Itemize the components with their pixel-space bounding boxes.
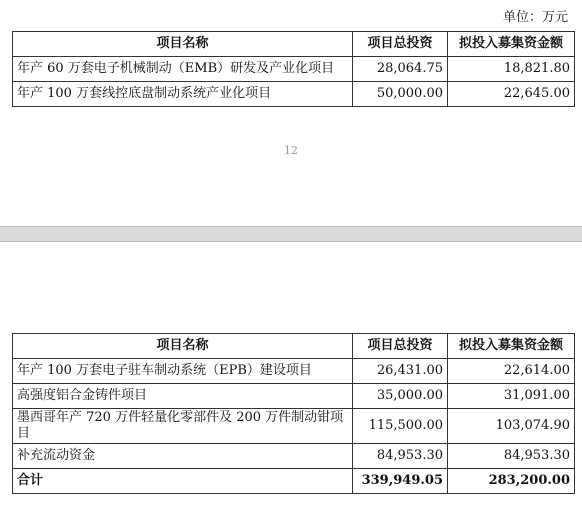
project-name-cell: 补充流动资金 — [13, 444, 353, 469]
investment-table-top — [12, 31, 575, 107]
raised-funds-sum-cell: 283,200.00 — [448, 469, 575, 494]
page-number: 12 — [284, 144, 298, 157]
raised-funds-cell: 31,091.00 — [448, 384, 575, 409]
total-investment-cell: 35,000.00 — [353, 384, 448, 409]
table-row — [13, 359, 575, 384]
project-name-cell: 年产 100 万套线控底盘制动系统产业化项目 — [13, 82, 353, 107]
table-row — [13, 444, 575, 469]
project-name-cell: 高强度铝合金铸件项目 — [13, 384, 353, 409]
raised-funds-cell: 18,821.80 — [448, 57, 575, 82]
table-row — [13, 409, 575, 444]
unit-label: 单位：万元 — [502, 10, 568, 25]
total-investment-cell: 50,000.00 — [353, 82, 448, 107]
header-project-name: 项目名称 — [13, 32, 353, 57]
investment-table-bottom — [12, 333, 575, 494]
total-label-cell: 合计 — [13, 469, 353, 494]
page-break-divider — [0, 226, 582, 242]
total-investment-cell: 26,431.00 — [353, 359, 448, 384]
raised-funds-cell: 84,953.30 — [448, 444, 575, 469]
total-investment-cell: 115,500.00 — [353, 409, 448, 444]
table-total-row — [13, 469, 575, 494]
raised-funds-cell: 103,074.90 — [448, 409, 575, 444]
raised-funds-cell: 22,614.00 — [448, 359, 575, 384]
table-header-row — [13, 32, 575, 57]
project-name-cell: 年产 60 万套电子机械制动（EMB）研发及产业化项目 — [13, 57, 353, 82]
header-raised-funds: 拟投入募集资金额 — [448, 334, 575, 359]
project-name-cell: 年产 100 万套电子驻车制动系统（EPB）建设项目 — [13, 359, 353, 384]
header-raised-funds: 拟投入募集资金额 — [448, 32, 575, 57]
raised-funds-cell: 22,645.00 — [448, 82, 575, 107]
header-project-name: 项目名称 — [13, 334, 353, 359]
table-row — [13, 384, 575, 409]
total-investment-sum-cell: 339,949.05 — [353, 469, 448, 494]
project-name-cell: 墨西哥年产 720 万件轻量化零部件及 200 万件制动钳项目 — [13, 409, 353, 444]
header-total-investment: 项目总投资 — [353, 334, 448, 359]
header-total-investment: 项目总投资 — [353, 32, 448, 57]
table-header-row — [13, 334, 575, 359]
table-row — [13, 57, 575, 82]
table-row — [13, 82, 575, 107]
total-investment-cell: 28,064.75 — [353, 57, 448, 82]
total-investment-cell: 84,953.30 — [353, 444, 448, 469]
